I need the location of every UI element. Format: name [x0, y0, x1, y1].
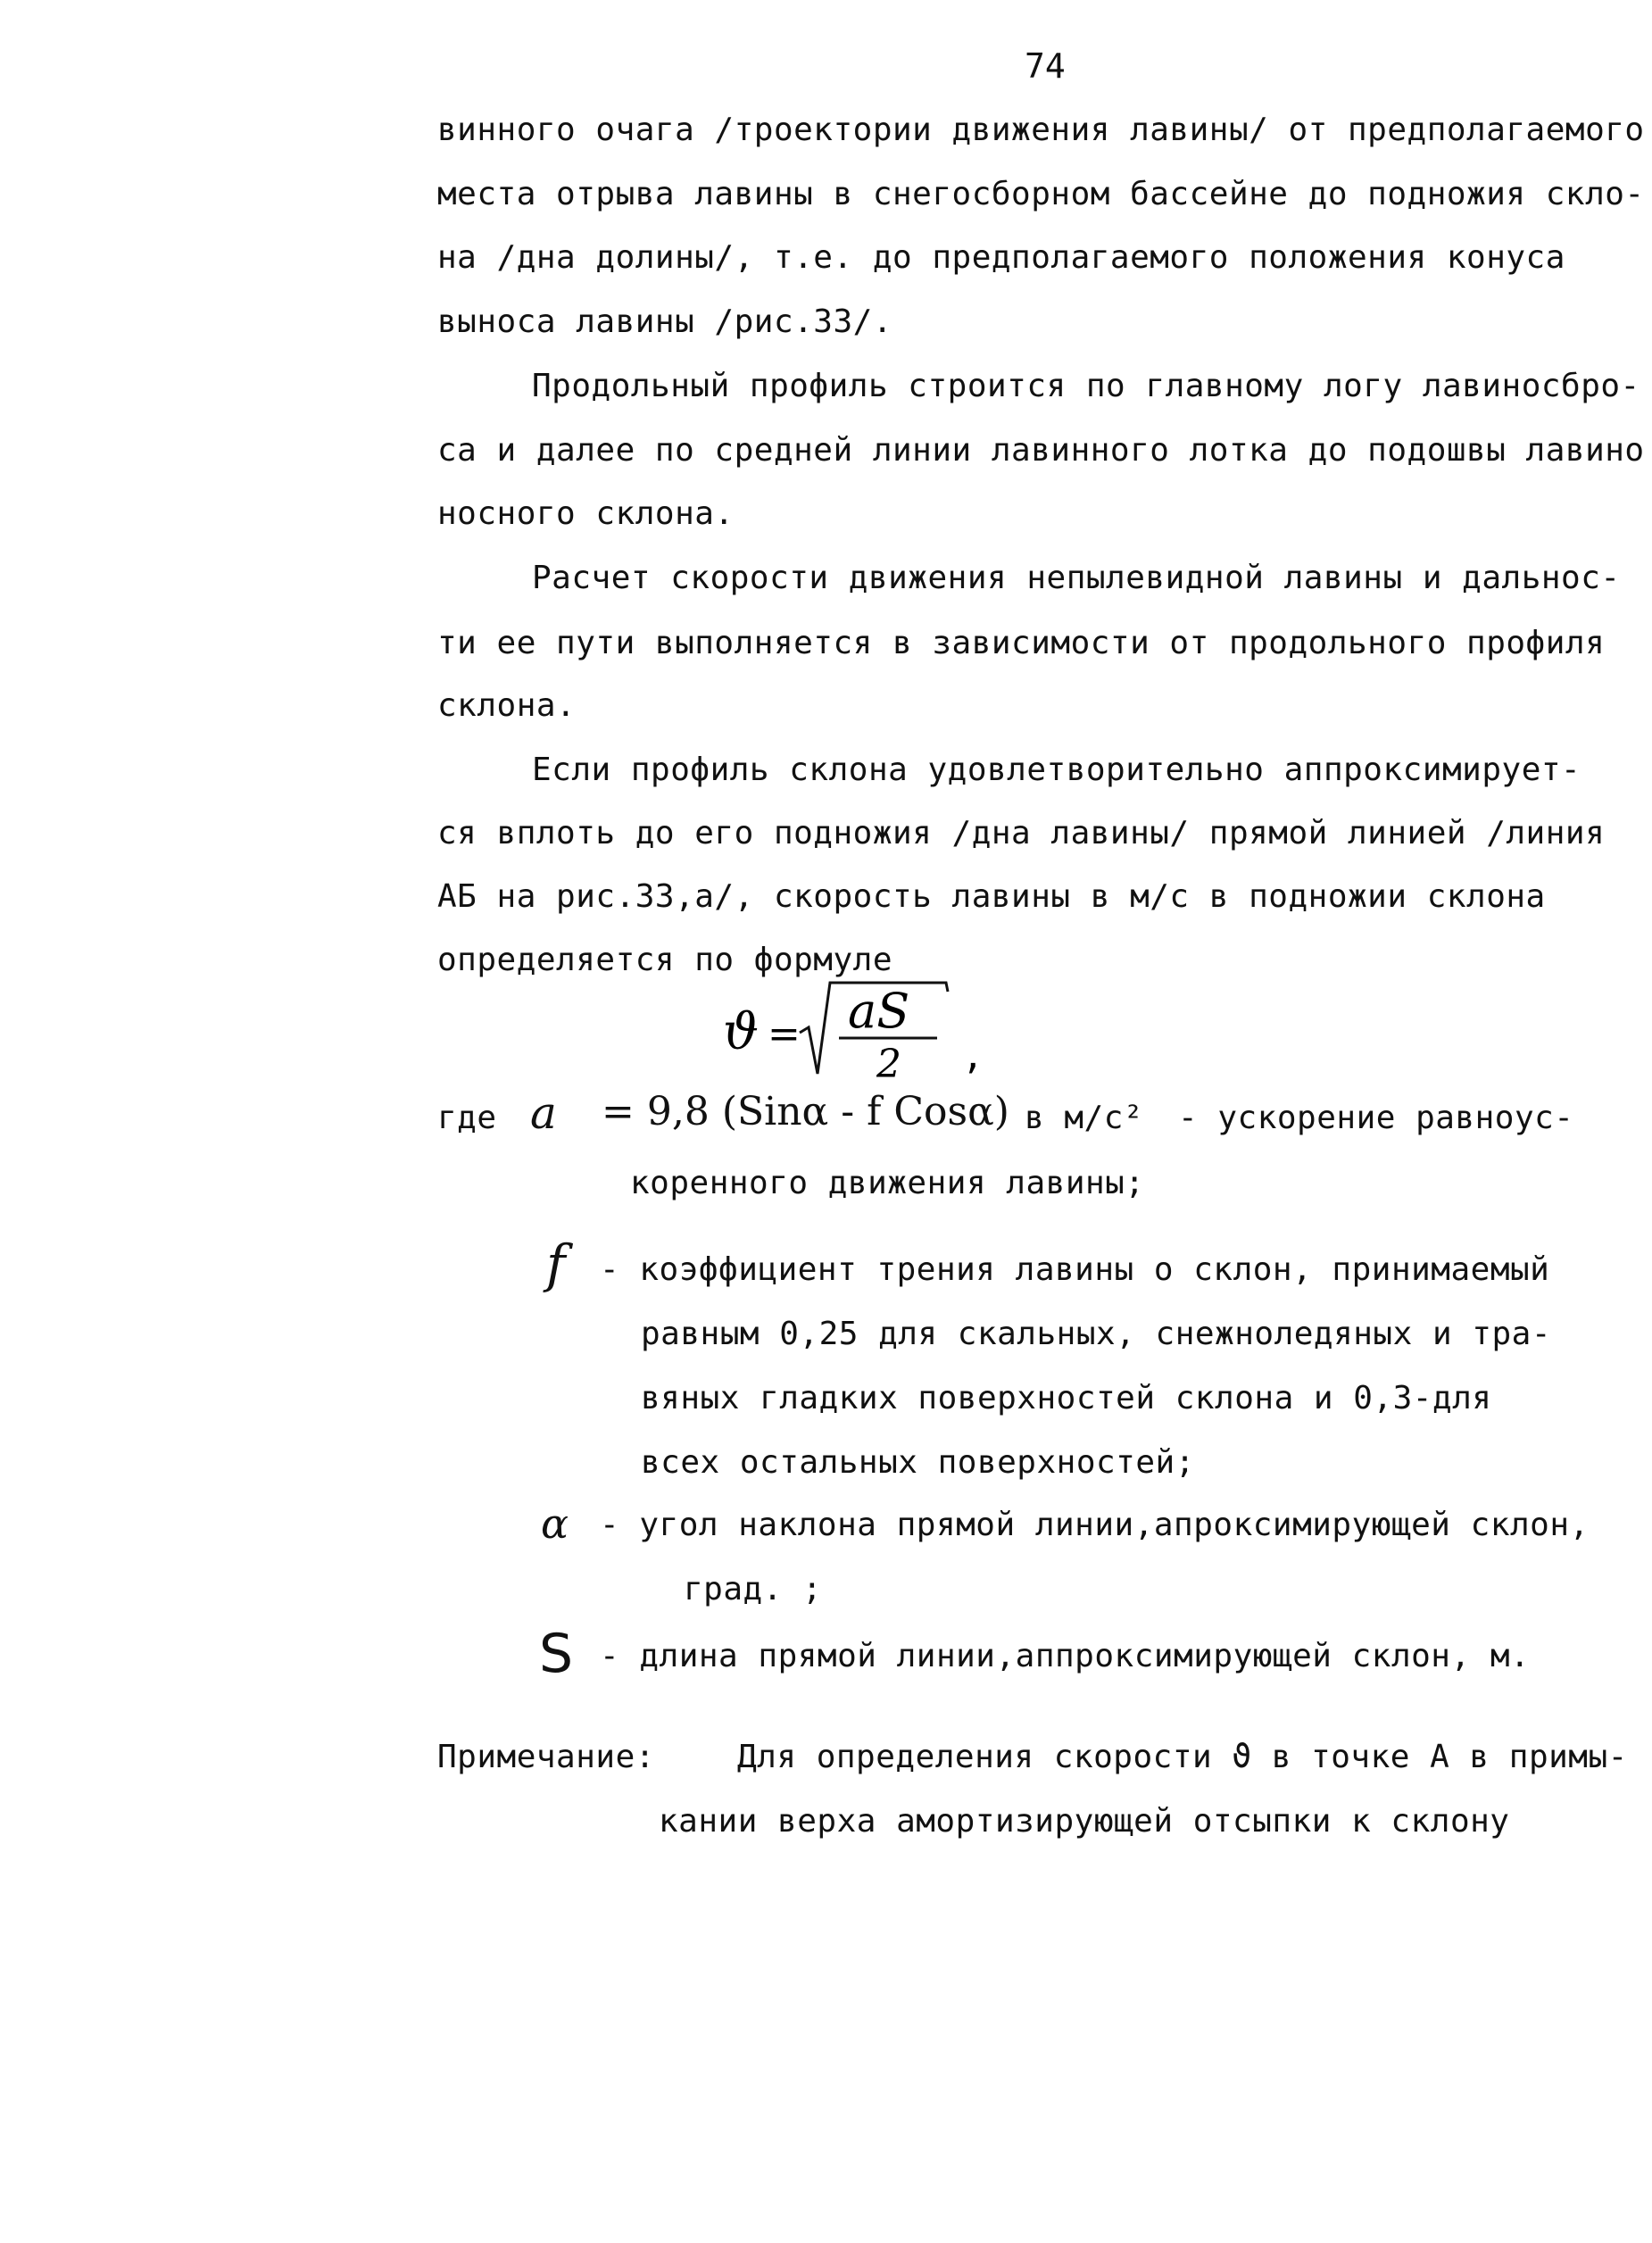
alpha-description: - угол наклона прямой линии,апроксимирующей склон,	[600, 1507, 1590, 1543]
s-description: - длина прямой линии,аппроксимирующей склон, м.	[600, 1638, 1531, 1674]
a-description: - ускорение равноус-	[1178, 1100, 1574, 1136]
a-formula: = 9,8 (Sinα - f Cosα)	[602, 1089, 1009, 1134]
note-label: Примечание:	[437, 1739, 655, 1775]
f-description: равным 0,25 для скальных, снежноледяных и тра-	[641, 1316, 1551, 1352]
text-line: винного очага /троектории движения лавины/ от предполагаемого	[437, 112, 1645, 148]
f-symbol: f	[546, 1234, 566, 1294]
alpha-description-cont: град. ;	[684, 1571, 823, 1607]
s-symbol: S	[539, 1623, 574, 1685]
text-line: Расчет скорости движения непылевидной лавины и дальнос-	[532, 560, 1621, 596]
note-line: кании верха амортизирующей отсыпки к склону	[659, 1803, 1510, 1840]
text-line: определяется по формуле	[437, 942, 892, 978]
alpha-symbol: α	[541, 1499, 569, 1548]
a-symbol: a	[530, 1087, 557, 1139]
formula-comma: ,	[962, 1036, 984, 1077]
note-line: Для определения скорости ϑ в точке А в примы-	[737, 1739, 1628, 1775]
formula-numerator: aS	[848, 983, 910, 1039]
text-line: склона.	[437, 687, 577, 724]
text-line: места отрыва лавины в снегосборном бассейне до подножия скло-	[437, 176, 1645, 212]
text-line: ти ее пути выполняется в зависимости от продольного профиля	[437, 625, 1606, 661]
text-line: са и далее по средней линии лавинного лотка до подошвы лавино	[437, 432, 1645, 469]
text-line: Если профиль склона удовлетворительно аппроксимирует-	[532, 752, 1581, 788]
text-line: носного склона.	[437, 495, 735, 532]
text-line: выноса лавины /рис.33/.	[437, 303, 892, 340]
page-number: 74	[1025, 46, 1066, 86]
formula-lhs: ϑ	[723, 1003, 760, 1061]
text-line: АБ на рис.33,а/, скорость лавины в м/с в подножии склона	[437, 878, 1546, 915]
formula-svg	[714, 968, 1017, 1093]
text-line: Продольный профиль строится по главному логу лавиносбро-	[532, 368, 1640, 404]
velocity-formula	[714, 968, 1017, 1093]
a-description-cont: коренного движения лавины;	[630, 1165, 1145, 1201]
f-description: - коэффициент трения лавины о склон, принимаемый	[600, 1251, 1550, 1288]
formula-denominator: 2	[876, 1042, 901, 1087]
formula-equals: =	[768, 1011, 801, 1057]
a-units: в м/с²	[1025, 1100, 1144, 1136]
text-line: ся вплоть до его подножия /дна лавины/ прямой линией /линия	[437, 815, 1606, 852]
f-description: вяных гладких поверхностей склона и 0,3-для	[641, 1380, 1492, 1416]
f-description: всех остальных поверхностей;	[641, 1444, 1195, 1481]
text-line: на /дна долины/, т.е. до предполагаемого положения конуса	[437, 239, 1565, 276]
where-word: где	[437, 1100, 497, 1136]
